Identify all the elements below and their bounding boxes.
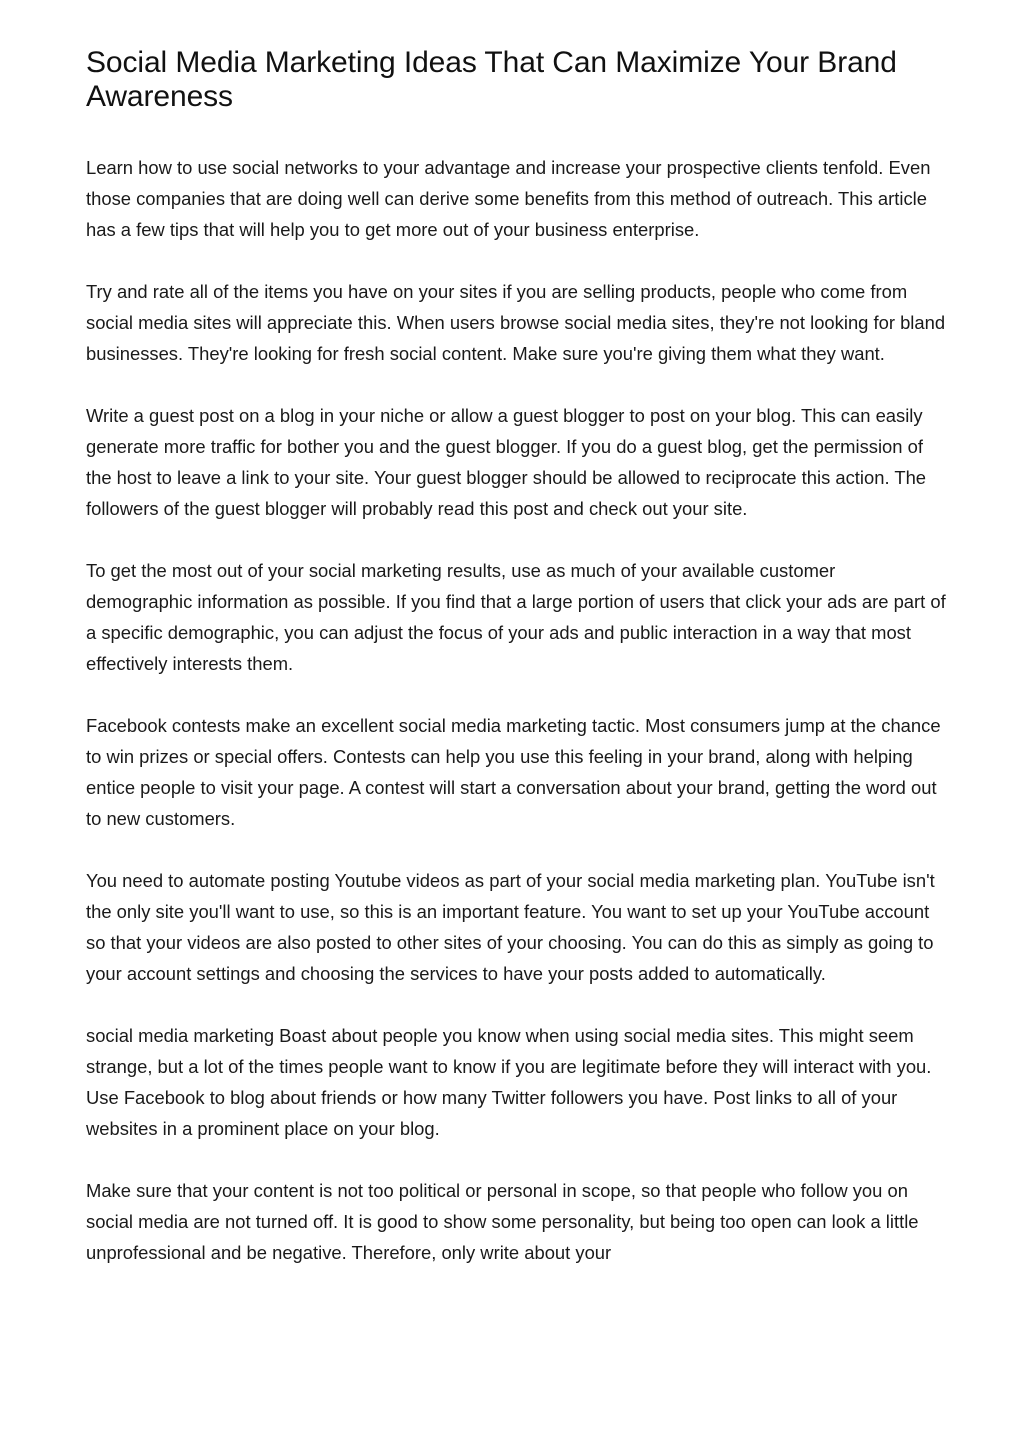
paragraph-intro: Learn how to use social networks to your advantage and increase your prospective clients tenfold. Even those companies that are doing well can derive some benefits from this method of outreach. This article has a few tips that will help you to get more out of your business enterprise. (86, 157, 931, 240)
paragraph-youtube: You need to automate posting Youtube videos as part of your social media marketing plan. YouTube isn't the only site you'll want to use, so this is an important feature. You want to set up your YouTube account so that your videos are also posted to other sites of your choosing. You can do this as simply as going to your account settings and choosing the services to have your posts added to automatically. (86, 870, 935, 984)
paragraph-content-scope: Make sure that your content is not too political or personal in scope, so that people who follow you on social media are not turned off. It is good to show some personality, but being too open can look a little unprofessional and be negative. Therefore, only write about your (86, 1180, 919, 1263)
document-body (86, 152, 946, 1268)
paragraph-rate-items: Try and rate all of the items you have on your sites if you are selling products, people who come from social media sites will appreciate this. When users browse social media sites, they're not looking for bland businesses. They're looking for fresh social content. Make sure you're giving them what they want. (86, 281, 946, 364)
document-title: Social Media Marketing Ideas That Can Maximize Your Brand Awareness (86, 46, 897, 113)
paragraph-facebook-contests: Facebook contests make an excellent social media marketing tactic. Most consumers jump at the chance to win prizes or special offers. Contests can help you use this feeling in your brand, along with helping entice people to visit your page. A contest will start a conversation about your brand, getting the word out to new customers. (86, 715, 941, 829)
paragraph-guest-post: Write a guest post on a blog in your niche or allow a guest blogger to post on your blog. This can easily generate more traffic for bother you and the guest blogger. If you do a guest blog, get the permission of the host to leave a link to your site. Your guest blogger should be allowed to reciprocate this action. The followers of the guest blogger will probably read this post and check out your site. (86, 405, 927, 519)
paragraph-demographics: To get the most out of your social marketing results, use as much of your available customer demographic information as possible. If you find that a large portion of users that click your ads are part of a specific demographic, you can adjust the focus of your ads and public interaction in a way that most effectively interests them. (86, 560, 946, 674)
document-page (86, 46, 946, 1299)
paragraph-boast: social media marketing Boast about people you know when using social media sites. This might seem strange, but a lot of the times people want to know if you are legitimate before they will interact with you. Use Facebook to blog about friends or how many Twitter followers you have. Post links to all of your websites in a prominent place on your blog. (86, 1025, 932, 1139)
